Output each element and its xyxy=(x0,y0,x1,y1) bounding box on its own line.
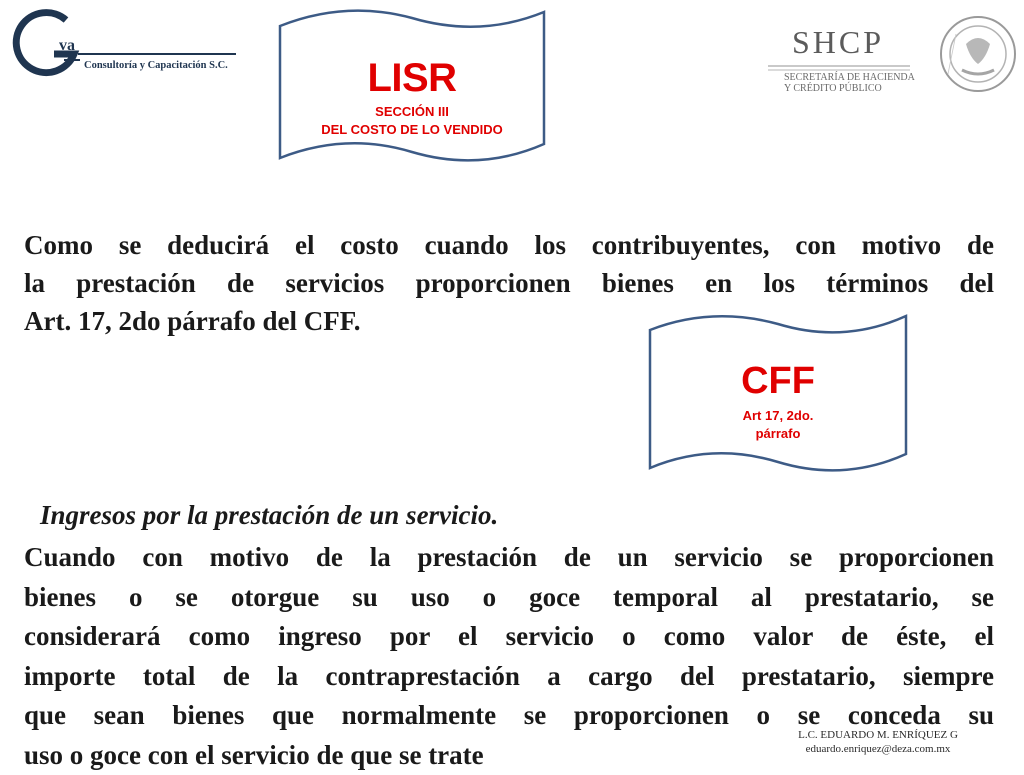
shcp-line2: Y CRÉDITO PÚBLICO xyxy=(784,83,915,94)
lisr-section: SECCIÓN III xyxy=(276,104,548,119)
intro-line-3: Art. 17, 2do párrafo del CFF. xyxy=(24,302,994,340)
mexico-seal-icon xyxy=(938,14,1018,94)
shcp-acronym: SHCP xyxy=(792,24,884,61)
logo-tagline: Consultoría y Capacitación S.C. xyxy=(84,60,228,71)
lisr-banner xyxy=(276,4,548,170)
cff-title: CFF xyxy=(646,360,910,403)
lisr-subtitle: DEL COSTO DE LO VENDIDO xyxy=(276,122,548,137)
shcp-logo xyxy=(764,28,914,98)
shcp-line1: SECRETARÍA DE HACIENDA xyxy=(784,72,915,83)
cff-article: Art 17, 2do. xyxy=(646,408,910,423)
lisr-title: LISR xyxy=(276,56,548,101)
author-credit xyxy=(748,728,1008,756)
body-line: importe total de la contraprestación a cargo del prestatario, siempre xyxy=(24,657,994,697)
cff-banner xyxy=(646,308,910,480)
company-logo xyxy=(4,4,240,82)
author-email: eduardo.enriquez@deza.com.mx xyxy=(748,742,1008,756)
body-line: considerará como ingreso por el servicio o como valor de éste, el xyxy=(24,617,994,657)
logo-superscript: va xyxy=(59,37,75,55)
body-line: bienes o se otorgue su uso o goce temporal al prestatario, se xyxy=(24,578,994,618)
body-line: que sean bienes que normalmente se proporcionen o se conceda su xyxy=(24,696,994,736)
cff-paragraph: párrafo xyxy=(646,426,910,441)
section-heading: Ingresos por la prestación de un servicio. xyxy=(40,500,498,531)
body-line: uso o goce con el servicio de que se trate xyxy=(24,736,994,775)
intro-line-2: la prestación de servicios proporcionen bienes en los términos del xyxy=(24,264,994,302)
intro-line-1: Como se deducirá el costo cuando los contribuyentes, con motivo de xyxy=(24,226,994,264)
author-name: L.C. EDUARDO M. ENRÍQUEZ G xyxy=(748,728,1008,742)
shcp-subtitle xyxy=(784,72,915,94)
body-line: Cuando con motivo de la prestación de un servicio se proporcionen xyxy=(24,538,994,578)
